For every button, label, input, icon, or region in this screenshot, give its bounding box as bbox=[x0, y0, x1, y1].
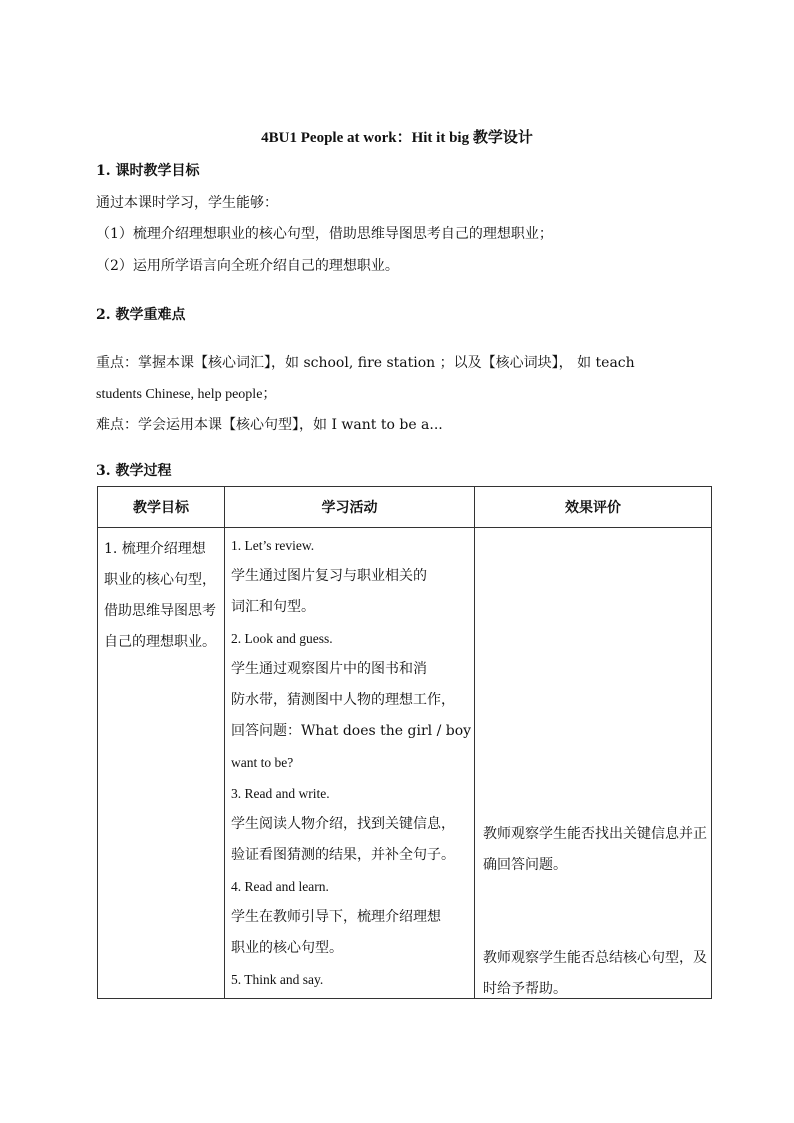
key-points-line-2: students Chinese, help people； bbox=[96, 387, 277, 402]
activities-cell bbox=[225, 528, 475, 999]
activity-line: 回答问题：What does the girl / boy bbox=[231, 723, 472, 739]
activity-line: 5. Think and say. bbox=[231, 972, 324, 987]
evaluation-cell bbox=[475, 528, 712, 999]
difficulty-line: 难点：学会运用本课【核心句型】，如 I want to be a... bbox=[96, 417, 443, 433]
activity-line: 3. Read and write. bbox=[231, 786, 330, 801]
activity-line: 验证看图猜测的结果，并补全句子。 bbox=[231, 847, 455, 863]
section-2-heading: 2. 教学重难点 bbox=[96, 307, 186, 323]
activity-line: 学生通过图片复习与职业相关的 bbox=[231, 568, 427, 584]
activity-line: want to be? bbox=[231, 755, 294, 770]
teaching-process-table bbox=[97, 486, 712, 999]
document-title: 4BU1 People at work：Hit it big 教学设计 bbox=[261, 130, 533, 146]
activity-line: 学生阅读人物介绍，找到关键信息， bbox=[231, 816, 455, 832]
table-row bbox=[98, 528, 712, 999]
activity-line: 学生通过观察图片中的图书和消 bbox=[231, 661, 427, 677]
header-goal: 教学目标 bbox=[98, 487, 225, 528]
objectives-intro: 通过本课时学习，学生能够： bbox=[96, 195, 278, 211]
objective-item-1: （1）梳理介绍理想职业的核心句型，借助思维导图思考自己的理想职业； bbox=[96, 226, 553, 242]
activity-line: 4. Read and learn. bbox=[231, 879, 329, 894]
activity-line: 1. Let’s review. bbox=[231, 538, 315, 553]
activity-line: 学生在教师引导下，梳理介绍理想 bbox=[231, 909, 441, 925]
header-evaluation: 效果评价 bbox=[475, 487, 712, 528]
activity-line: 防水带，猜测图中人物的理想工作， bbox=[231, 692, 455, 708]
activity-line: 2. Look and guess. bbox=[231, 631, 333, 646]
table-header-row bbox=[98, 487, 712, 528]
key-points-line-1: 重点：掌握本课【核心词汇】，如 school, fire station ；以及【核心词块】， 如 teach bbox=[96, 355, 635, 371]
evaluation-item-2: 教师观察学生能否总结核心句型，及时给予帮助。 bbox=[483, 950, 707, 997]
goal-cell: 1. 梳理介绍理想职业的核心句型，借助思维导图思考自己的理想职业。 bbox=[98, 528, 225, 999]
objective-item-2: （2）运用所学语言向全班介绍自己的理想职业。 bbox=[96, 258, 399, 274]
activity-line: 职业的核心句型。 bbox=[231, 940, 343, 956]
section-1-heading: 1. 课时教学目标 bbox=[96, 163, 200, 179]
header-activities: 学习活动 bbox=[225, 487, 475, 528]
section-3-heading: 3. 教学过程 bbox=[96, 463, 172, 479]
activity-line: 词汇和句型。 bbox=[231, 599, 315, 615]
evaluation-item-1: 教师观察学生能否找出关键信息并正确回答问题。 bbox=[483, 826, 707, 873]
